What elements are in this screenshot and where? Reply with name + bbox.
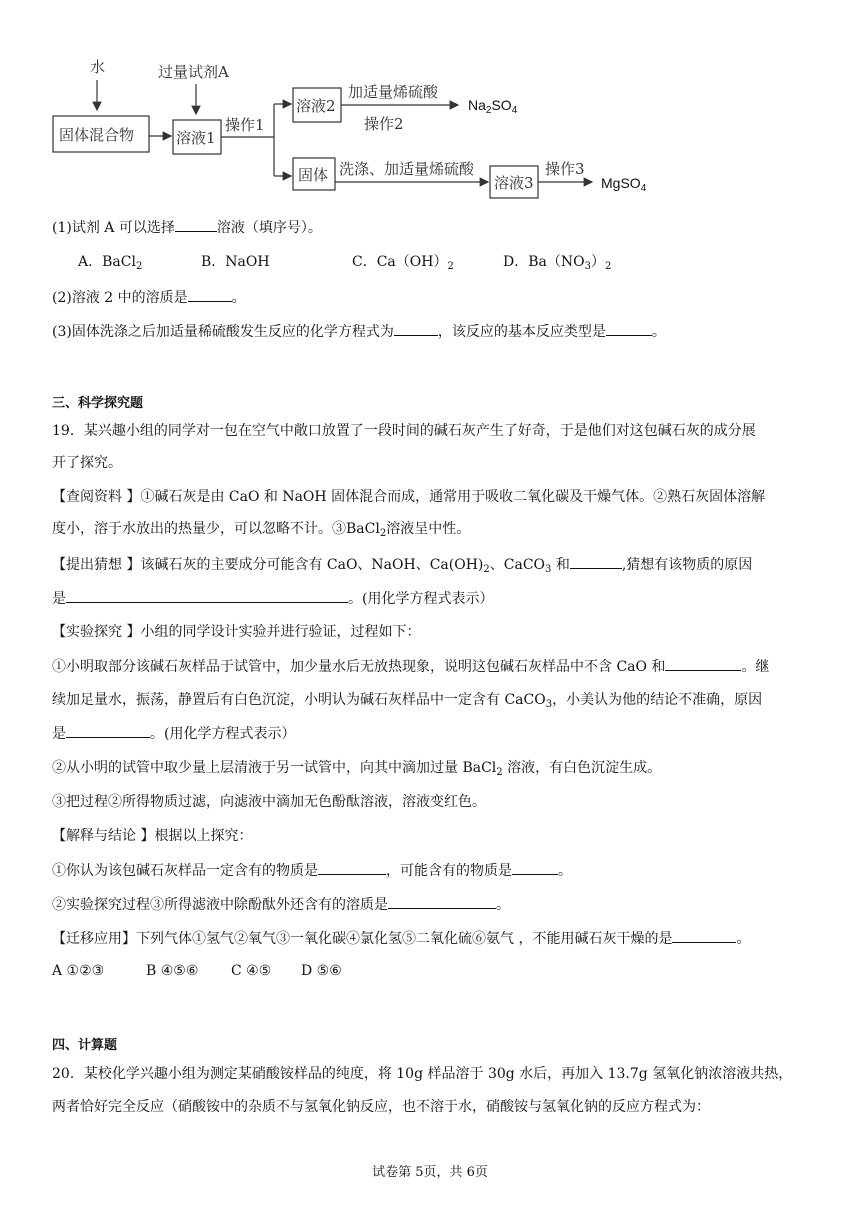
- answer-blank[interactable]: [188, 287, 232, 302]
- answer-blank[interactable]: [388, 894, 496, 909]
- choice-c: C ④⑤: [231, 963, 272, 979]
- section4-title: 四、计算题: [52, 1038, 118, 1053]
- application-line: 【迁移应用】下列气体①氢气②氧气③一氧化碳④氯化氢⑤二氧化硫⑥氨气 ，不能用碱石灰干燥的是 。: [52, 928, 750, 949]
- q19-line1: 19．某兴趣小组的同学对一包在空气中敞口放置了一段时间的碱石灰产生了好奇，于是他们对这包碱石灰的成分展: [52, 423, 756, 439]
- solution3-label: 溶液3: [494, 174, 534, 192]
- answer-blank[interactable]: [570, 554, 622, 569]
- solid-label: 固体: [298, 166, 329, 184]
- option-b: B．NaOH: [201, 254, 270, 270]
- q18-part3: (3)固体洗涤之后加适量稀硫酸发生反应的化学方程式为 ，该反应的基本反应类型是 。: [52, 321, 666, 342]
- water-label: 水: [90, 58, 106, 76]
- q18-part1-text: (1)试剂 A 可以选择: [52, 220, 175, 236]
- option-d: D．$Ba(NO_3)_2$: [503, 254, 612, 272]
- operation1-label: 操作1: [225, 116, 265, 134]
- conclusion2: ②实验探究过程③所得滤液中除酚酞外还含有的溶质是 。: [52, 894, 510, 915]
- q18-part1-tail: 溶液（填序号）。: [216, 220, 322, 236]
- exp3-line: ③把过程②所得物质过滤，向滤液中滴加无色酚酞溶液，溶液变红色。: [52, 794, 486, 810]
- q20-line2: 两者恰好完全反应（硝酸铵中的杂质不与氢氧化钠反应，也不溶于水，硝酸铵与氢氧化钠的反应方程式为：: [52, 1099, 710, 1115]
- answer-blank[interactable]: [66, 723, 150, 738]
- q19-line2: 开了探究。: [52, 455, 122, 471]
- page-footer: 试卷第 5页，共 6页: [372, 1165, 488, 1180]
- answer-blank[interactable]: [665, 656, 741, 671]
- add-acid-label: 加适量烯硫酸: [348, 83, 439, 101]
- exp1-line2: 续加足量水，振荡，静置后有白色沉淀，小明认为碱石灰样品中一定含有 CaCO$_3$，小美认为他的结论不准确，原因: [52, 692, 763, 710]
- exp1-line1: ①小明取部分该碱石灰样品于试管中，加少量水后无放热现象，说明这包碱石灰样品中不含 CaO 和 。继: [52, 656, 769, 677]
- ref-line2: 度小，溶于水放出的热量少，可以忽略不计。③BaCl$_2$溶液呈中性。: [52, 521, 471, 539]
- operation3-label: 操作3: [545, 160, 585, 178]
- answer-blank[interactable]: [175, 217, 217, 232]
- q18-part2: (2)溶液 2 中的溶质是 。: [52, 287, 246, 308]
- choice-a: A ①②③: [52, 963, 105, 979]
- option-a: A．BaCl$_2$: [78, 254, 143, 272]
- answer-blank[interactable]: [318, 860, 386, 875]
- answer-blank[interactable]: [394, 321, 438, 336]
- answer-blank[interactable]: [66, 588, 348, 603]
- exp2-line: ②从小明的试管中取少量上层清液于另一试管中，向其中滴加过量 BaCl$_2$ 溶液，有白色沉淀生成。: [52, 760, 662, 778]
- solution1-label: 溶液1: [176, 129, 216, 147]
- guess-line2: 是 。(用化学方程式表示）: [52, 588, 493, 609]
- answer-blank[interactable]: [512, 860, 558, 875]
- solid-mixture-label: 固体混合物: [59, 126, 135, 144]
- reagent-a-label: 过量试剂A: [158, 63, 229, 81]
- operation2-label: 操作2: [364, 115, 404, 133]
- product-mgso4: MgSO$_4$: [601, 175, 647, 194]
- exp-title: 【实验探究 】小组的同学设计实验并进行验证，过程如下：: [52, 624, 421, 640]
- process-flowchart: [0, 0, 860, 205]
- section3-title: 三、科学探究题: [52, 396, 144, 411]
- q20-line1: 20．某校化学兴趣小组为测定某硝酸铵样品的纯度，将 10g 样品溶于 30g 水后，再加入 13.7g 氢氧化钠浓溶液共热，: [52, 1066, 793, 1082]
- answer-blank[interactable]: [606, 321, 652, 336]
- exp1-line3: 是 。(用化学方程式表示）: [52, 723, 295, 744]
- conclusion-title: 【解释与结论 】根据以上探究：: [52, 828, 253, 844]
- choice-d: D ⑤⑥: [301, 963, 342, 979]
- product-na2so4: $Na_2SO_4$: [468, 97, 518, 116]
- solution2-label: 溶液2: [296, 97, 336, 115]
- conclusion1: ①你认为该包碱石灰样品一定含有的物质是 ，可能含有的物质是 。: [52, 860, 572, 881]
- q18-part1: [52, 217, 322, 238]
- ref-line1: 【查阅资料 】①碱石灰是由 CaO 和 NaOH 固体混合而成，通常用于吸收二氧化碳及干燥气体。②熟石灰固体溶解: [52, 489, 766, 505]
- option-c: C．$Ca(OH)_2$: [352, 254, 454, 272]
- guess-line1: 【提出猜想 】该碱石灰的主要成分可能含有 CaO、NaOH、$Ca(OH)_2$、CaCO$_3$ 和 ,猜想有该物质的原因: [52, 554, 752, 575]
- wash-add-acid-label: 洗涤、加适量烯硫酸: [339, 160, 475, 178]
- answer-blank[interactable]: [672, 928, 736, 943]
- choice-b: B ④⑤⑥: [146, 963, 199, 979]
